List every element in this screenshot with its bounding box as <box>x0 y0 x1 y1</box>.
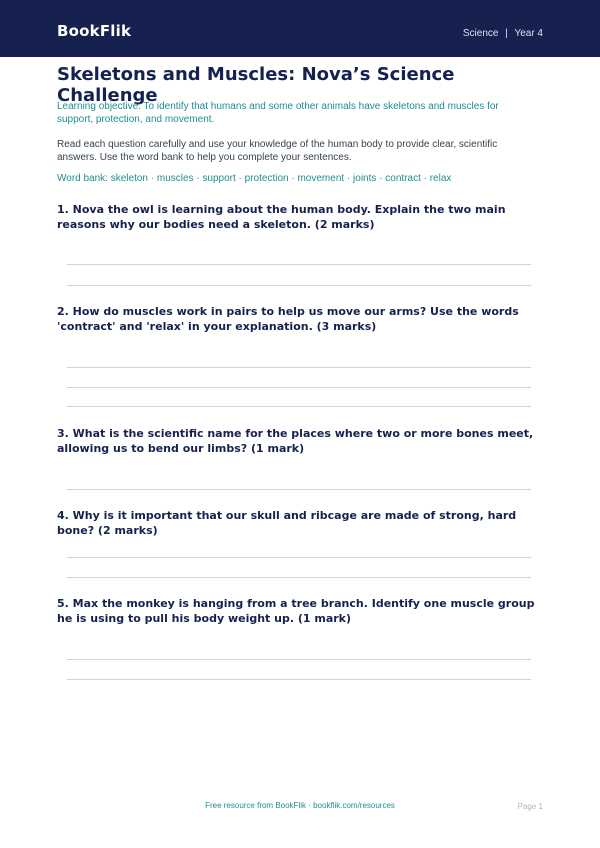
answer-line-4b[interactable] <box>67 577 531 578</box>
answer-line-2b[interactable] <box>67 387 531 388</box>
answer-line-4a[interactable] <box>67 557 531 558</box>
subject-label: Science <box>462 28 499 39</box>
site-header <box>0 0 600 57</box>
answer-line-2a[interactable] <box>67 367 531 368</box>
page-number: Page 1 <box>517 802 543 811</box>
meta-separator: | <box>505 28 508 39</box>
answer-line-3a[interactable] <box>67 489 531 490</box>
answer-line-5b[interactable] <box>67 679 531 680</box>
word-bank: Word bank: skeleton · muscles · support · protection · movement · joints · contract · relax <box>57 173 452 184</box>
answer-line-5a[interactable] <box>67 659 531 660</box>
year-label: Year 4 <box>514 28 543 39</box>
answer-line-1a[interactable] <box>67 264 531 265</box>
question-3: 3. What is the scientific name for the places where two or more bones meet, allowing us to bend our limbs? (1 mark) <box>57 427 534 455</box>
answer-line-2c[interactable] <box>67 406 531 407</box>
question-5: 5. Max the monkey is hanging from a tree branch. Identify one muscle group he is using to pull his body weight up. (1 mark) <box>57 597 535 625</box>
footer-credit[interactable]: Free resource from BookFlik · bookflik.com/resources <box>205 801 395 810</box>
learning-objective: Learning objective: To identify that humans and some other animals have skeletons and muscles for support, protection, and movement. <box>57 101 499 125</box>
subject-year-label <box>463 28 543 39</box>
instructions-text: Read each question carefully and use your knowledge of the human body to provide clear, scientific answers. Use the word bank to help you complete your sentences. <box>57 139 498 163</box>
page-title: Skeletons and Muscles: Nova’s Science Challenge <box>57 64 455 106</box>
question-2: 2. How do muscles work in pairs to help us move our arms? Use the words 'contract' and 'relax' in your explanation. (3 marks) <box>57 305 519 333</box>
question-4: 4. Why is it important that our skull and ribcage are made of strong, hard bone? (2 marks) <box>57 509 517 537</box>
question-1: 1. Nova the owl is learning about the human body. Explain the two main reasons why our bodies need a skeleton. (2 marks) <box>57 203 506 231</box>
answer-line-1b[interactable] <box>67 285 531 286</box>
brand-logo[interactable]: BookFlik <box>57 22 132 40</box>
